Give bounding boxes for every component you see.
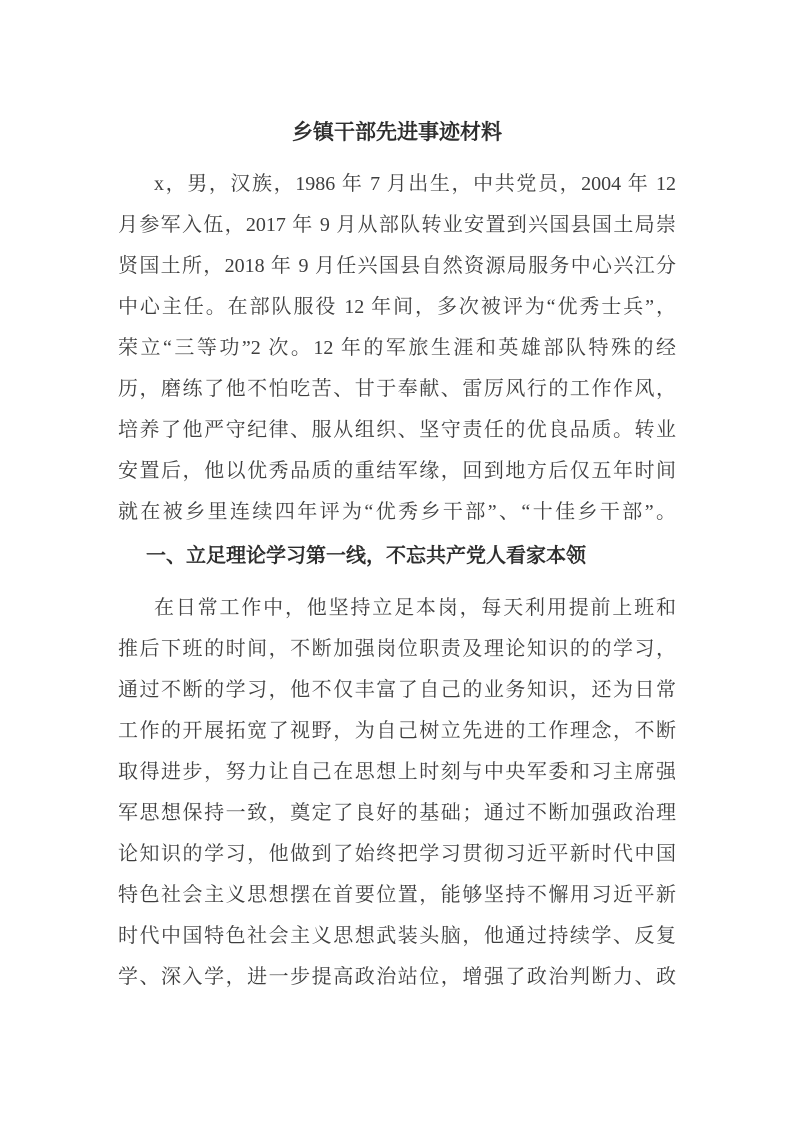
text-line: 月参军入伍，2017 年 9 月从部队转业安置到兴国县国土局崇 bbox=[118, 214, 676, 236]
text-line: 荣立“三等功”2 次。12 年的军旅生涯和英雄部队特殊的经 bbox=[118, 337, 676, 359]
text-line: 安置后，他以优秀品质的重结军缘，回到地方后仅五年时间 bbox=[118, 460, 676, 482]
text-line: 学、深入学，进一步提高政治站位，增强了政治判断力、政 bbox=[118, 966, 676, 988]
text-line: 论知识的学习，他做到了始终把学习贯彻习近平新时代中国 bbox=[118, 843, 676, 865]
paragraph bbox=[118, 164, 676, 533]
text-line: 在日常工作中，他坚持立足本岗，每天利用提前上班和 bbox=[154, 597, 676, 619]
document-body bbox=[118, 112, 676, 998]
section-heading bbox=[118, 536, 676, 577]
text-line: 军思想保持一致，奠定了良好的基础；通过不断加强政治理 bbox=[118, 802, 676, 824]
text-line: 贤国土所，2018 年 9 月任兴国县自然资源局服务中心兴江分 bbox=[118, 255, 676, 277]
text-line: 通过不断的学习，他不仅丰富了自己的业务知识，还为日常 bbox=[118, 679, 676, 701]
text-line: 推后下班的时间，不断加强岗位职责及理论知识的的学习， bbox=[118, 638, 676, 660]
text-line: 一、立足理论学习第一线，不忘共产党人看家本领 bbox=[146, 545, 586, 567]
text-line: 中心主任。在部队服役 12 年间，多次被评为“优秀士兵”， bbox=[118, 296, 676, 318]
paragraph bbox=[118, 588, 676, 998]
text-line: 取得进步，努力让自己在思想上时刻与中央军委和习主席强 bbox=[118, 761, 676, 783]
text-line: 工作的开展拓宽了视野，为自己树立先进的工作理念，不断 bbox=[118, 720, 676, 742]
page-title: 乡镇干部先进事迹材料 bbox=[292, 120, 502, 144]
text-line: x，男，汉族，1986 年 7 月出生，中共党员，2004 年 12 bbox=[154, 173, 676, 195]
text-line: 特色社会主义思想摆在首要位置，能够坚持不懈用习近平新 bbox=[118, 884, 676, 906]
text-line: 培养了他严守纪律、服从组织、坚守责任的优良品质。转业 bbox=[118, 419, 676, 441]
text-line: 时代中国特色社会主义思想武装头脑，他通过持续学、反复 bbox=[118, 925, 676, 947]
text-line: 就在被乡里连续四年评为“优秀乡干部”、“十佳乡干部”。 bbox=[118, 501, 676, 523]
text-line: 历，磨练了他不怕吃苦、甘于奉献、雷厉风行的工作作风， bbox=[118, 378, 676, 400]
